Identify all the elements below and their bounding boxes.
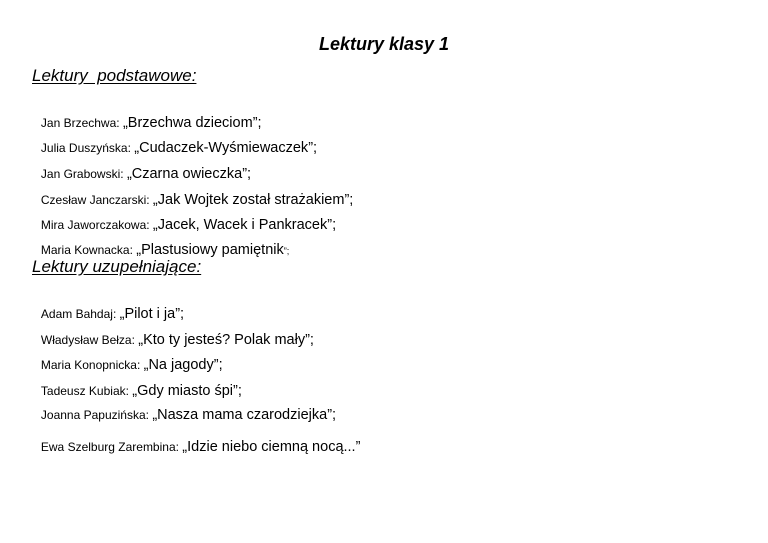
book-author: Ewa Szelburg Zarembina: (40, 440, 183, 454)
book-title-close: ”; (242, 166, 252, 182)
book-title: „Kto ty jesteś? Polak mały (138, 332, 306, 348)
book-title: „Jak Wojtek został strażakiem (152, 192, 345, 208)
section-heading-basic: Lektury podstawowe: (32, 66, 197, 85)
book-author: Maria Kownacka: (40, 243, 137, 257)
book-title-close: ”; (305, 332, 314, 348)
book-title: „Cudaczek-Wyśmiewaczek (134, 140, 309, 156)
book-author: Władysław Bełza: (40, 333, 139, 347)
book-author: Jan Grabowski: (40, 167, 127, 181)
list-item (32, 388, 336, 424)
book-author: Maria Konopnicka: (40, 358, 144, 372)
book-title-close: ”; (213, 357, 223, 373)
book-title-close: ”; (327, 217, 337, 233)
book-author: Tadeusz Kubiak: (40, 384, 133, 398)
book-title: „Gdy miasto śpi (132, 383, 234, 399)
book-title: „Plastusiowy pamiętnik (136, 242, 284, 258)
book-title: „Pilot i ja (119, 306, 176, 322)
book-author: Adam Bahdaj: (40, 307, 120, 321)
book-title-close: ”; (344, 192, 354, 208)
book-author: Czesław Janczarski: (40, 193, 153, 207)
book-author: Julia Duszyńska: (40, 141, 135, 155)
book-title: „Nasza mama czarodziejka (152, 407, 328, 423)
book-title-close: ” (355, 439, 361, 455)
book-title-close: ”; (283, 246, 290, 256)
book-author: Jan Brzechwa: (40, 116, 123, 130)
book-title-close: ”; (175, 306, 185, 322)
book-author: Mira Jaworczakowa: (40, 218, 153, 232)
list-item (32, 223, 289, 260)
book-title: „Idzie niebo ciemną nocą... (182, 439, 356, 455)
section-heading-supplementary: Lektury uzupełniające: (32, 257, 202, 276)
book-title: „Jacek, Wacek i Pankracek (152, 217, 328, 233)
book-author: Joanna Papuzińska: (40, 408, 153, 422)
list-item (32, 420, 360, 456)
page-title: Lektury klasy 1 (318, 34, 450, 54)
book-title: „Brzechwa dzieciom (122, 115, 253, 131)
book-title-close: ”; (327, 407, 337, 423)
book-title-close: ”; (252, 115, 262, 131)
book-title: „Czarna owieczka (126, 166, 243, 182)
book-title-close: ”; (233, 383, 242, 399)
book-title-close: ”; (308, 140, 318, 156)
book-title: „Na jagody (143, 357, 214, 373)
